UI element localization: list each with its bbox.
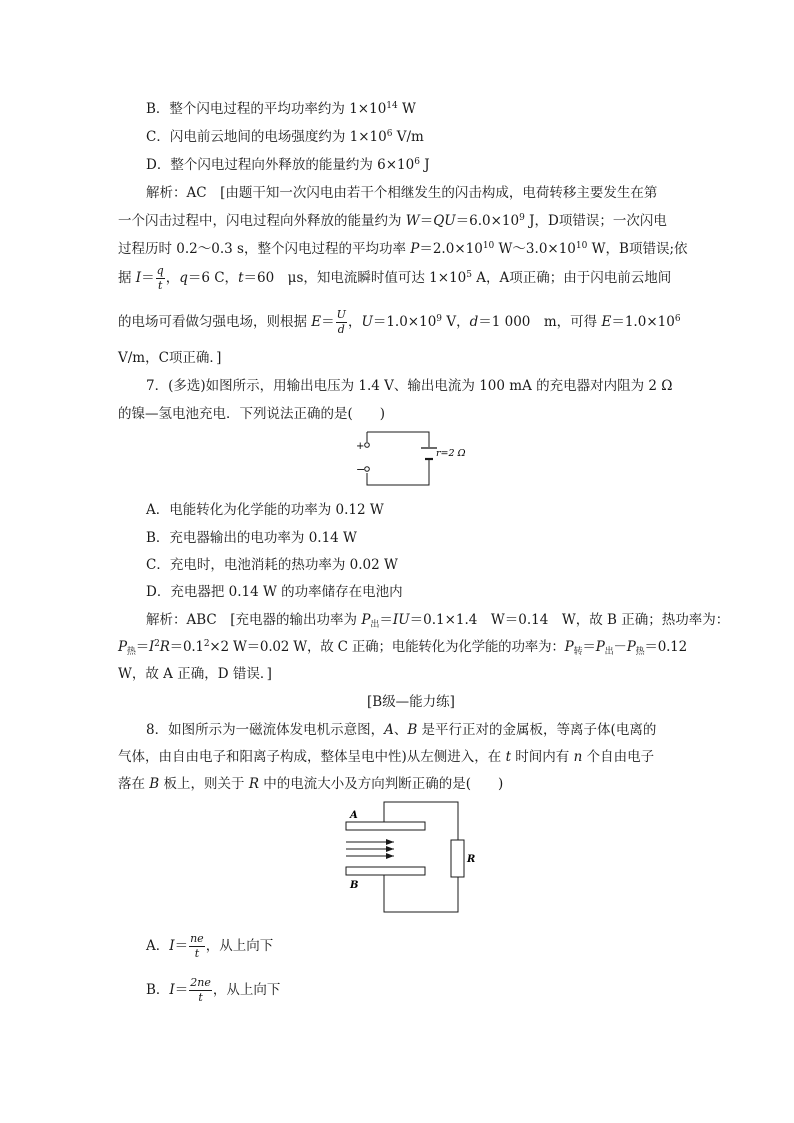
plate-b <box>346 867 425 875</box>
wire <box>367 432 429 447</box>
analysis-line: 一个闪击过程中，闪电过程向外释放的能量约为 $W=QU=6.0\times 10^9$ J，D项错误；一次闪电 <box>118 213 667 229</box>
wire <box>367 460 429 485</box>
q7-option-b[interactable]: B．充电器输出的电功率为 0.14 W <box>146 530 357 546</box>
label-r: R <box>467 854 476 865</box>
resistor-r <box>451 840 464 877</box>
wire <box>384 802 458 840</box>
fraction-q-over-t: $\frac{q}{t}$ <box>156 264 164 292</box>
q8-option-a[interactable]: A．I＝ $\frac{ne}{t}$ ，从上向下 <box>146 932 274 960</box>
q7-option-a[interactable]: A．电能转化为化学能的功率为 0.12 W <box>146 502 384 518</box>
analysis-line: 的电场可看做匀强电场，则根据 E＝ $\frac{U}{d}$ ，$U=1.0\times 10^9$ V，d＝1 000 m，可得 $E=1.0\times 10^6$ <box>118 308 681 336</box>
fraction-ne-over-t: $\frac{ne}{t}$ <box>190 932 204 960</box>
label-b: B <box>350 880 359 891</box>
minus-sign: − <box>356 463 366 476</box>
q7-stem: 7．(多选)如图所示，用输出电压为 1.4 V、输出电流为 100 mA 的充电器对内阻为 2 Ω <box>146 378 673 394</box>
analysis-line: W，故 A 正确，D 错误．] <box>118 666 272 682</box>
section-title: [B级—能力练] <box>367 694 455 710</box>
label-a: A <box>350 810 358 821</box>
q8-mhd-generator-diagram <box>338 798 478 918</box>
fraction-u-over-d: $\frac{U}{d}$ <box>336 308 346 336</box>
analysis-line: 解析：AC [由题干知一次闪电由若干个相继发生的闪击构成，电荷转移主要发生在第 <box>146 185 658 201</box>
q6-option-c[interactable]: C．闪电前云地间的电场强度约为 $1\times 10^6$ V/m <box>146 129 424 145</box>
q7-option-d[interactable]: D．充电器把 0.14 W 的功率储存在电池内 <box>146 584 403 600</box>
q8-stem: 8．如图所示为一磁流体发电机示意图，A、B 是平行正对的金属板，等离子体(电离的 <box>146 722 657 738</box>
analysis-line: 解析：ABC [充电器的输出功率为 $P_出=IU=0.1\times 1.4$ W＝0.14 W，故 B 正确；热功率为： <box>146 612 730 630</box>
q7-circuit-diagram <box>345 428 475 488</box>
q8-option-b[interactable]: B．I＝ $\frac{2ne}{t}$ ，从上向下 <box>146 976 281 1004</box>
analysis-line: $P_热=I^2R=0.1^2\times 2$ W＝0.02 W，故 C 正确；电能转化为化学能的功率为：$P_转=P_出-P_热=0.12$ <box>118 639 687 657</box>
fraction-2ne-over-t: $\frac{2ne}{t}$ <box>190 976 211 1004</box>
analysis-line: 过程历时 0.2～0.3 s，整个闪电过程的平均功率 $P=2.0\times 10^{10}$ $W\sim 3.0\times 10^{10}$ W，B项错误;依 <box>118 241 688 257</box>
q8-stem: 气体，由自由电子和阳离子构成，整体呈电中性)从左侧进入，在 t 时间内有 n 个自由电子 <box>118 749 655 765</box>
resistance-label: r=2 Ω <box>436 448 466 459</box>
q8-stem: 落在 B 板上，则关于 R 中的电流大小及方向判断正确的是( ) <box>118 776 504 792</box>
q6-option-b[interactable]: B．整个闪电过程的平均功率约为 $1\times 10^{14}$ W <box>146 101 416 117</box>
negative-terminal <box>365 467 370 472</box>
plate-a <box>346 822 425 830</box>
plus-sign: + <box>356 441 365 452</box>
analysis-line: V/m，C项正确．] <box>118 350 222 366</box>
positive-terminal <box>365 443 370 448</box>
q6-option-d[interactable]: D．整个闪电过程向外释放的能量约为 $6\times 10^6$ J <box>146 157 430 173</box>
q7-stem: 的镍—氢电池充电．下列说法正确的是( ) <box>118 406 386 422</box>
wire <box>384 875 458 912</box>
q7-option-c[interactable]: C．充电时，电池消耗的热功率为 0.02 W <box>146 557 398 573</box>
analysis-line: 据 I＝ $\frac{q}{t}$ ，q＝6 C，t＝60 μs，知电流瞬时值可达 $1\times 10^5$ A，A项正确；由于闪电前云地间 <box>118 264 672 292</box>
